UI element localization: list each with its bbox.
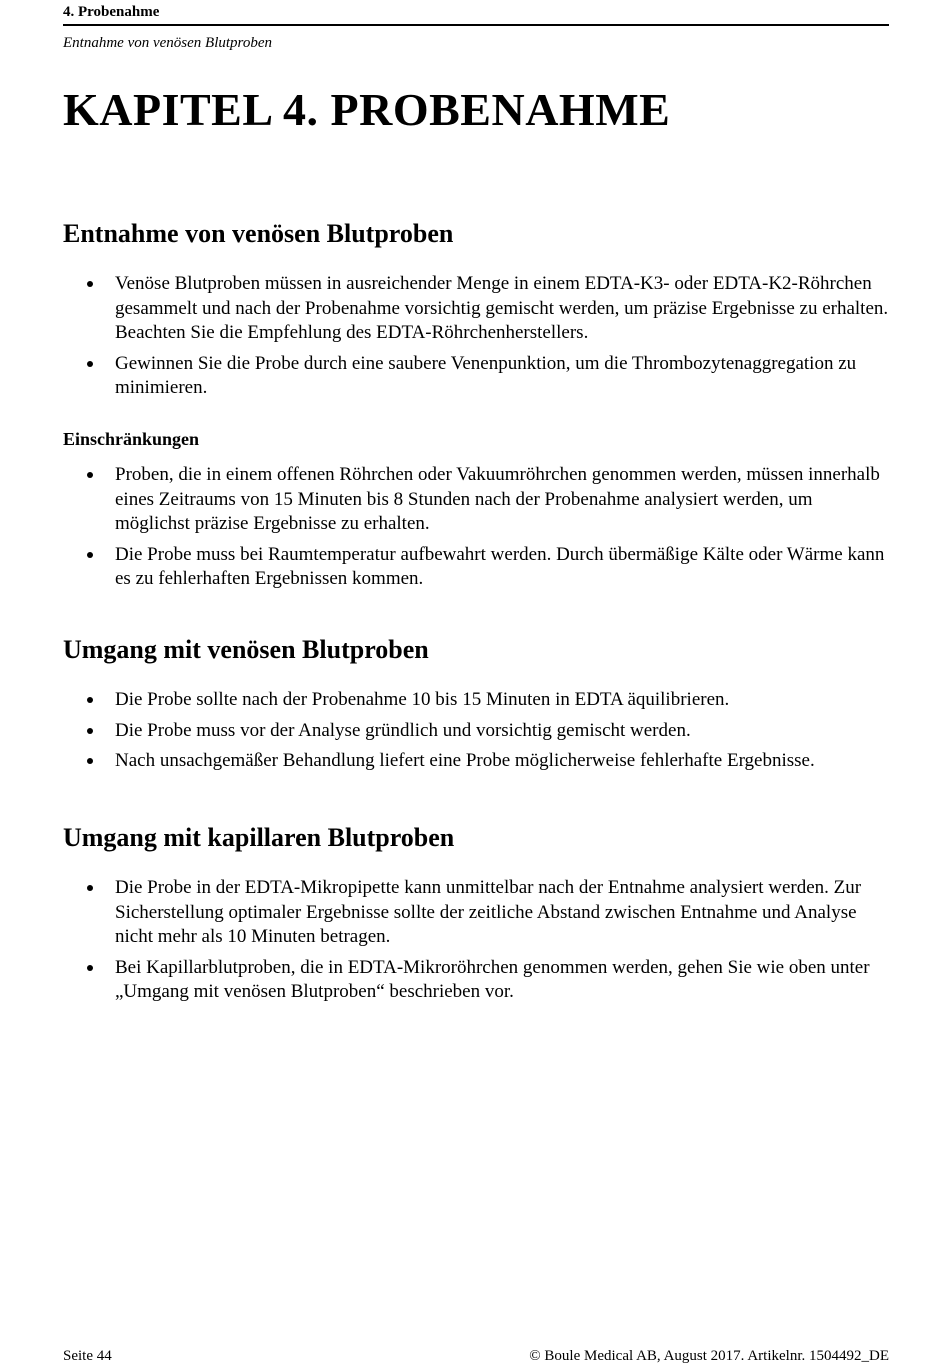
- bullet-list: [63, 688, 889, 774]
- bullet-list: [63, 463, 889, 592]
- list-item: [63, 749, 889, 774]
- bullet-icon: [87, 281, 93, 287]
- list-item-text: Die Probe in der EDTA-Mikropipette kann unmittelbar nach der Entnahme analysiert werden. Zur Sicherstellung optimaler Ergebnisse sollte der zeitliche Abstand zwischen Entnahme und Analyse nicht mehr als 10 Minuten betragen.: [115, 877, 862, 947]
- list-item-text: Gewinnen Sie die Probe durch eine saubere Venenpunktion, um die Thrombozytenaggregation zu minimieren.: [115, 352, 857, 398]
- list-item-text: Venöse Blutproben müssen in ausreichender Menge in einem EDTA-K3- oder EDTA-K2-Röhrchen gesammelt und nach der Probenahme vorsichtig gemischt werden, um präzise Ergebnisse zu erhalten. Beachten Sie die Empfehlung des EDTA-Röhrchenherstellers.: [115, 273, 889, 343]
- list-item: [63, 688, 889, 713]
- section-venous-handling: [63, 634, 889, 780]
- bullet-icon: [87, 361, 93, 367]
- list-item: [63, 719, 889, 744]
- running-header-section: Entnahme von venösen Blutproben: [63, 35, 272, 51]
- list-item-text: Die Probe sollte nach der Probenahme 10 bis 15 Minuten in EDTA äquilibrieren.: [115, 689, 730, 710]
- list-item-text: Nach unsachgemäßer Behandlung liefert eine Probe möglicherweise fehlerhafte Ergebnisse.: [115, 750, 815, 771]
- list-item: [63, 352, 889, 401]
- running-header: [63, 3, 889, 52]
- list-item-text: Die Probe muss bei Raumtemperatur aufbewahrt werden. Durch übermäßige Kälte oder Wärme kann es zu fehlerhaften Ergebnissen kommen.: [115, 543, 885, 589]
- chapter-title: KAPITEL 4. PROBENAHME: [63, 84, 671, 135]
- section-heading: Entnahme von venösen Blutproben: [63, 219, 454, 248]
- bullet-icon: [87, 728, 93, 734]
- list-item-text: Die Probe muss vor der Analyse gründlich und vorsichtig gemischt werden.: [115, 719, 691, 741]
- bullet-icon: [87, 758, 93, 764]
- list-item-text: Proben, die in einem offenen Röhrchen oder Vakuumröhrchen genommen werden, müssen innerhalb eines Zeitraums von 15 Minuten bis 8 Stunden nach der Probenahme analysiert werden, um möglichst präzise Ergebnisse zu erhalten.: [115, 464, 880, 534]
- section-heading: Umgang mit kapillaren Blutproben: [63, 823, 455, 852]
- subheading: Einschränkungen: [63, 429, 200, 449]
- list-item: [63, 272, 889, 346]
- list-item: [63, 543, 889, 592]
- list-item: [63, 463, 889, 537]
- list-item: [63, 956, 889, 1005]
- bullet-list: [63, 272, 889, 401]
- list-item-text: Bei Kapillarblutproben, die in EDTA-Mikroröhrchen genommen werden, gehen Sie wie oben unter „Umgang mit venösen Blutproben“ beschrieben vor.: [115, 956, 870, 1002]
- bullet-list: [63, 876, 889, 1005]
- bullet-icon: [87, 697, 93, 703]
- section-restrictions: [63, 428, 889, 598]
- section-capillary-handling: [63, 822, 889, 1011]
- list-item: [63, 876, 889, 950]
- running-header-chapter: 4. Probenahme: [63, 3, 889, 26]
- bullet-icon: [87, 552, 93, 558]
- section-venous-collection: [63, 218, 889, 407]
- section-heading: Umgang mit venösen Blutproben: [63, 635, 429, 664]
- page-number: Seite 44: [63, 1348, 112, 1364]
- bullet-icon: [87, 965, 93, 971]
- bullet-icon: [87, 885, 93, 891]
- bullet-icon: [87, 472, 93, 478]
- copyright-notice: © Boule Medical AB, August 2017. Artikelnr. 1504492_DE: [529, 1348, 889, 1364]
